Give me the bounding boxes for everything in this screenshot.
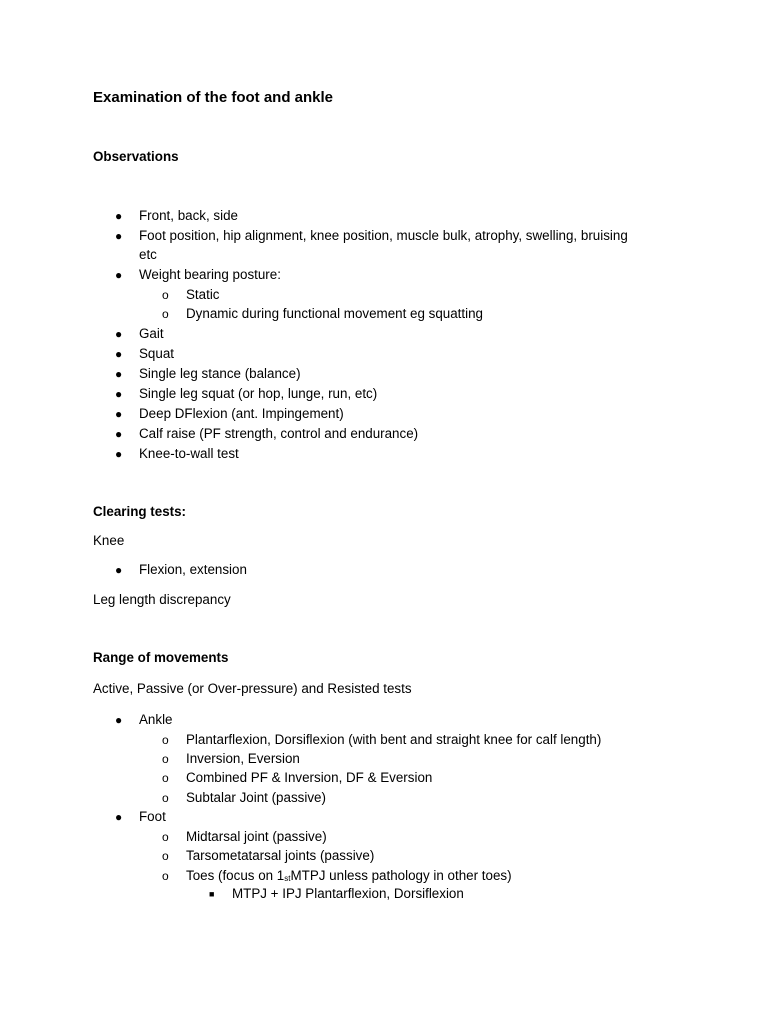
list-item: Deep DFlexion (ant. Impingement) — [139, 406, 344, 421]
list-item: Foot position, hip alignment, knee position, muscle bulk, atrophy, swelling, bruising — [139, 228, 628, 243]
circle-bullet-icon: o — [162, 849, 169, 863]
toes-text-prefix: Toes (focus on 1 — [186, 868, 285, 883]
list-item: Gait — [139, 326, 164, 341]
rom-intro-text: Active, Passive (or Over-pressure) and Resisted tests — [93, 681, 412, 696]
knee-label: Knee — [93, 533, 125, 548]
square-bullet-icon: ■ — [209, 889, 215, 899]
list-item: Single leg squat (or hop, lunge, run, etc) — [139, 386, 378, 401]
clearing-tests-heading: Clearing tests: — [93, 504, 187, 519]
sub-list-item: Midtarsal joint (passive) — [186, 829, 327, 844]
sub-list-item: Inversion, Eversion — [186, 751, 300, 766]
sub-list-item: Tarsometatarsal joints (passive) — [186, 848, 375, 863]
list-item: Squat — [139, 346, 174, 361]
list-item: Single leg stance (balance) — [139, 366, 301, 381]
observations-heading: Observations — [93, 149, 179, 164]
bullet-icon: ● — [115, 407, 123, 421]
circle-bullet-icon: o — [162, 791, 169, 805]
bullet-icon: ● — [115, 209, 123, 223]
bullet-icon: ● — [115, 447, 123, 461]
leg-length-text: Leg length discrepancy — [93, 592, 231, 607]
list-item: Calf raise (PF strength, control and endurance) — [139, 426, 419, 441]
bullet-icon: ● — [115, 367, 123, 381]
circle-bullet-icon: o — [162, 288, 169, 302]
toes-ordinal-suffix: st — [284, 874, 291, 883]
list-item-ankle: Ankle — [139, 712, 173, 727]
circle-bullet-icon: o — [162, 733, 169, 747]
sub-list-item: Subtalar Joint (passive) — [186, 790, 326, 805]
sub-list-item: Static — [186, 287, 220, 302]
list-item-continuation: etc — [139, 247, 157, 262]
bullet-icon: ● — [115, 427, 123, 441]
list-item: Weight bearing posture: — [139, 267, 281, 282]
range-of-movements-heading: Range of movements — [93, 650, 229, 665]
circle-bullet-icon: o — [162, 771, 169, 785]
bullet-icon: ● — [115, 327, 123, 341]
bullet-icon: ● — [115, 387, 123, 401]
list-item-foot: Foot — [139, 809, 166, 824]
bullet-icon: ● — [115, 810, 123, 824]
toes-text-suffix: MTPJ unless pathology in other toes) — [290, 868, 512, 883]
circle-bullet-icon: o — [162, 830, 169, 844]
sub-list-item: Dynamic during functional movement eg squatting — [186, 306, 483, 321]
sub-list-item: Combined PF & Inversion, DF & Eversion — [186, 770, 433, 785]
bullet-icon: ● — [115, 229, 123, 243]
list-item: Flexion, extension — [139, 562, 247, 577]
document-title: Examination of the foot and ankle — [93, 89, 334, 106]
circle-bullet-icon: o — [162, 307, 169, 321]
circle-bullet-icon: o — [162, 752, 169, 766]
bullet-icon: ● — [115, 347, 123, 361]
bullet-icon: ● — [115, 268, 123, 282]
list-item: Knee-to-wall test — [139, 446, 239, 461]
circle-bullet-icon: o — [162, 869, 169, 883]
list-item: Front, back, side — [139, 208, 238, 223]
bullet-icon: ● — [115, 563, 123, 577]
sub-list-item: Plantarflexion, Dorsiflexion (with bent and straight knee for calf length) — [186, 732, 602, 747]
sub-sub-list-item: MTPJ + IPJ Plantarflexion, Dorsiflexion — [232, 886, 464, 901]
bullet-icon: ● — [115, 713, 123, 727]
